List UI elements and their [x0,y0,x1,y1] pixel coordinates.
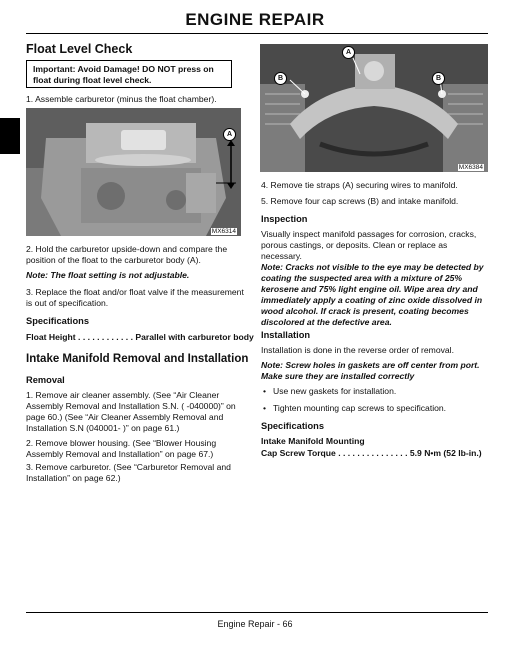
spec-float-value: Parallel with carburetor body [135,332,254,342]
installation-text: Installation is done in the reverse order of removal. [261,345,454,355]
removal-step-3: 3. Remove carburetor. (See “Carburetor Removal and Installation” on page 62.) [26,462,231,483]
spec-float-height [26,332,254,342]
installation-bullets [261,386,489,414]
step-1-text: 1. Assemble carburetor (minus the float chamber). [26,94,217,104]
note-gaskets: Note: Screw holes in gaskets are off center from port. Make sure they are installed correctly [261,360,480,381]
footer-rule [26,612,488,613]
step-2-text: 2. Hold the carburetor upside-down and compare the position of the float to the carburetor body (A). [26,244,228,265]
float-level-heading: Float Level Check [26,42,133,56]
photo1-id: MX6314 [211,228,236,235]
specs-heading-right: Specifications [261,421,325,431]
removal-step-1: 1. Remove air cleaner assembly. (See “Air Cleaner Assembly Removal and Installation S.N. ( -040000)” on page 60.) (See “Air Cleaner Assembly Removal and Installation S.N (040001- )” on page 61.) [26,390,236,433]
manifold-illustration [260,44,488,172]
specs-heading-left: Specifications [26,316,90,326]
spec-torque-value: 5.9 N•m (52 lb-in.) [409,448,482,458]
spec-torque-label: Cap Screw Torque [261,448,336,458]
carburetor-photo [26,108,241,236]
header-rule [26,33,488,34]
step-3-text: 3. Replace the float and/or float valve if the measurement is out of specification. [26,287,244,308]
removal-heading: Removal [26,375,65,385]
note-cracks: Note: Cracks not visible to the eye may be detected by coating the suspected area with a mixture of 25% kerosene and 75% light engine oil. Wipe area dry and immediately apply a coating of zinc oxide dissolved in wood alcohol. If crack is present, coating becomes discolored at the defective area. [261,262,484,327]
spec-torque-dots: . . . . . . . . . . . . . . . [335,448,410,458]
section-tab-marker [0,118,20,154]
callout-a-photo1: A [223,128,236,141]
callout-b-left-photo2: B [274,72,287,85]
page-footer: Engine Repair - 66 [217,619,293,629]
bullet-new-gaskets: • Use new gaskets for installation. [261,386,489,397]
step-4-text: 4. Remove tie straps (A) securing wires to manifold. [261,180,458,190]
carburetor-illustration [26,108,241,236]
important-warning-box: Important: Avoid Damage! DO NOT press on float during float level check. [26,60,232,88]
inspection-heading: Inspection [261,214,308,224]
page-header-title: ENGINE REPAIR [185,10,325,29]
spec-torque [261,448,489,458]
step-5-text: 5. Remove four cap screws (B) and intake manifold. [261,196,459,206]
bullet-tighten-screws: • Tighten mounting cap screws to specification. [261,403,489,414]
spec-intake-sub: Intake Manifold Mounting [261,436,365,446]
intake-manifold-heading: Intake Manifold Removal and Installation [26,353,249,365]
photo2-id: MX6384 [458,164,483,171]
note-float-setting: Note: The float setting is not adjustable. [26,270,190,280]
removal-step-2: 2. Remove blower housing. (See “Blower Housing Assembly Removal and Installation” on page 67.) [26,438,217,459]
installation-heading: Installation [261,330,311,340]
callout-a-photo2: A [342,46,355,59]
intake-manifold-photo [260,44,488,172]
callout-b-right-photo2: B [432,72,445,85]
spec-float-dots: . . . . . . . . . . . . [75,332,136,342]
spec-float-label: Float Height [26,332,76,342]
inspection-text: Visually inspect manifold passages for corrosion, cracks, porous castings, or deposits. Clean or replace as necessary. [261,229,477,261]
